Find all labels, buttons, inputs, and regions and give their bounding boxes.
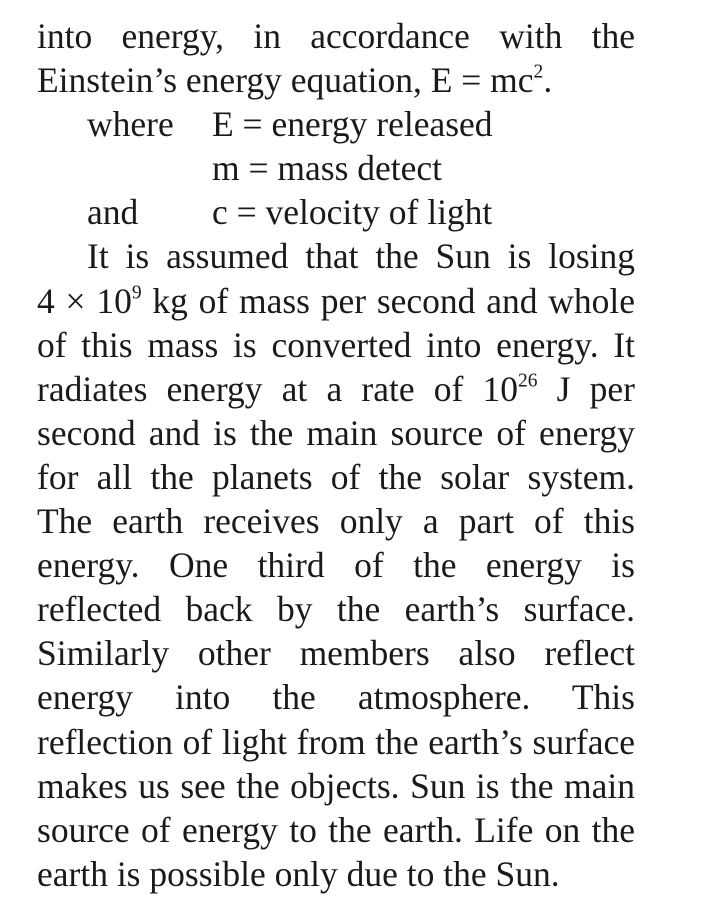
text-line — [37, 279, 635, 323]
text-line — [37, 587, 635, 631]
text-line — [37, 764, 635, 808]
rate-line-start: radiates energy at a rate of 10 — [37, 368, 518, 409]
text-line-content: second and is the main source of energy — [37, 412, 635, 453]
text-line-content: energy. One third of the energy is — [37, 545, 635, 586]
text-line — [37, 720, 635, 764]
text-line-content: reflected back by the earth’s surface. — [37, 589, 635, 630]
text-line — [37, 367, 635, 411]
text-line-content — [37, 369, 635, 409]
text-line-content: for all the planets of the solar system. — [37, 456, 635, 497]
velocity-definition: c = velocity of light — [212, 192, 493, 233]
definition-row-mass — [37, 146, 635, 190]
mass-quantity: 4 × 10 — [37, 280, 132, 321]
text-line-content: of this mass is converted into energy. It — [37, 324, 635, 365]
text-line — [37, 808, 635, 852]
text-line — [37, 543, 635, 587]
text-line-content: earth is possible only due to the Sun. — [37, 853, 560, 894]
text-line — [37, 675, 635, 719]
rate-line-rest: J per — [537, 368, 635, 409]
text-line — [37, 323, 635, 367]
text-line-content: energy into the atmosphere. This — [37, 677, 635, 718]
equation-exponent: 2 — [533, 61, 544, 83]
rate-exponent: 26 — [517, 370, 538, 392]
text-line — [37, 234, 635, 278]
equation-text: Einstein’s energy equation, E = mc — [37, 60, 534, 101]
text-line-content: makes us see the objects. Sun is the main — [37, 765, 635, 806]
text-line-content — [37, 281, 635, 321]
text-line — [37, 455, 635, 499]
definition-row-energy — [37, 102, 635, 146]
energy-definition: E = energy released — [212, 104, 493, 145]
text-line-content: Similarly other members also reflect — [37, 633, 635, 674]
text-line-last — [37, 852, 635, 896]
text-line-content: into energy, in accordance with the — [37, 16, 635, 56]
text-line-content: source of energy to the earth. Life on the — [37, 809, 635, 850]
equation-period: . — [543, 60, 553, 101]
where-label: where — [87, 104, 174, 145]
mass-definition: m = mass detect — [212, 148, 443, 189]
text-line — [37, 14, 635, 58]
text-line — [37, 411, 635, 455]
definition-row-velocity — [37, 190, 635, 234]
text-page — [37, 14, 635, 896]
text-line-content: The earth receives only a part of this — [37, 501, 635, 542]
text-line — [37, 631, 635, 675]
and-label: and — [87, 192, 139, 233]
text-line-content: reflection of light from the earth’s surface — [37, 721, 635, 762]
text-line-content: It is assumed that the Sun is losing — [87, 236, 635, 277]
mass-exponent: 9 — [131, 281, 142, 303]
text-line — [37, 499, 635, 543]
equation-line — [37, 58, 635, 102]
mass-line-rest: kg of mass per second and whole — [141, 280, 635, 321]
